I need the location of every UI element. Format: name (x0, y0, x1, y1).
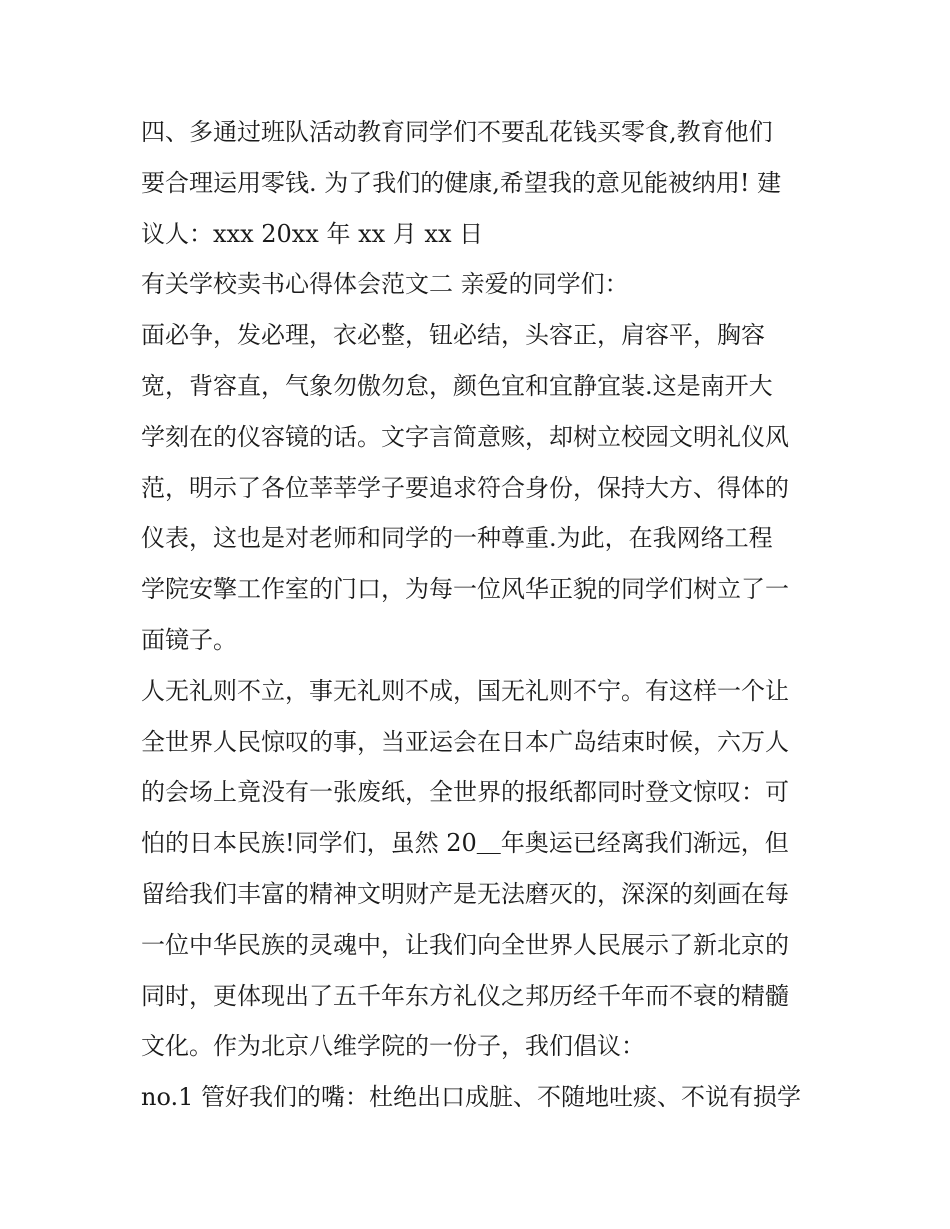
text-line: 怕的日本民族!同学们，虽然 20＿年奥运已经离我们渐远，但 (141, 829, 789, 858)
text-line: 面镜子。 (141, 625, 237, 654)
text-line: 要合理运用零钱. 为了我们的健康,希望我的意见能被纳用! 建 (141, 168, 782, 197)
text-line: 人无礼则不立，事无礼则不成，国无礼则不宁。有这样一个让 (141, 676, 789, 705)
document-body (141, 107, 821, 1123)
text-line: 一位中华民族的灵魂中，让我们向全世界人民展示了新北京的 (141, 930, 789, 959)
text-line: 学院安擎工作室的门口，为每一位风华正貌的同学们树立了一 (141, 575, 789, 604)
text-line: 留给我们丰富的精神文明财产是无法磨灭的，深深的刻画在每 (141, 879, 789, 908)
text-line: 议人：xxx 20xx 年 xx 月 xx 日 (141, 219, 484, 248)
text-line: 学刻在的仪容镜的话。文字言简意赅，却树立校园文明礼仪风 (141, 422, 789, 451)
text-line: 的会场上竟没有一张废纸，全世界的报纸都同时登文惊叹：可 (141, 778, 789, 807)
text-line: 四、多通过班队活动教育同学们不要乱花钱买零食,教育他们 (141, 118, 773, 146)
text-line: 面必争，发必理，衣必整，钮必结，头容正，肩容平，胸容 (141, 321, 765, 350)
text-line: 仪表，这也是对老师和同学的一种尊重.为此，在我网络工程 (141, 524, 773, 553)
text-line: 有关学校卖书心得体会范文二 亲爱的同学们： (141, 270, 629, 299)
text-line: no.1 管好我们的嘴：杜绝出口成脏、不随地吐痰、不说有损学 (141, 1083, 802, 1112)
text-line: 全世界人民惊叹的事，当亚运会在日本广岛结束时候，六万人 (141, 727, 789, 756)
text-line: 同时，更体现出了五千年东方礼仪之邦历经千年而不衰的精髓 (141, 981, 789, 1010)
text-line: 宽，背容直，气象勿傲勿怠，颜色宜和宜静宜装.这是南开大 (141, 371, 773, 400)
text-line: 文化。作为北京八维学院的一份子，我们倡议： (141, 1032, 645, 1061)
text-line: 范，明示了各位莘莘学子要追求符合身份，保持大方、得体的 (141, 473, 789, 502)
